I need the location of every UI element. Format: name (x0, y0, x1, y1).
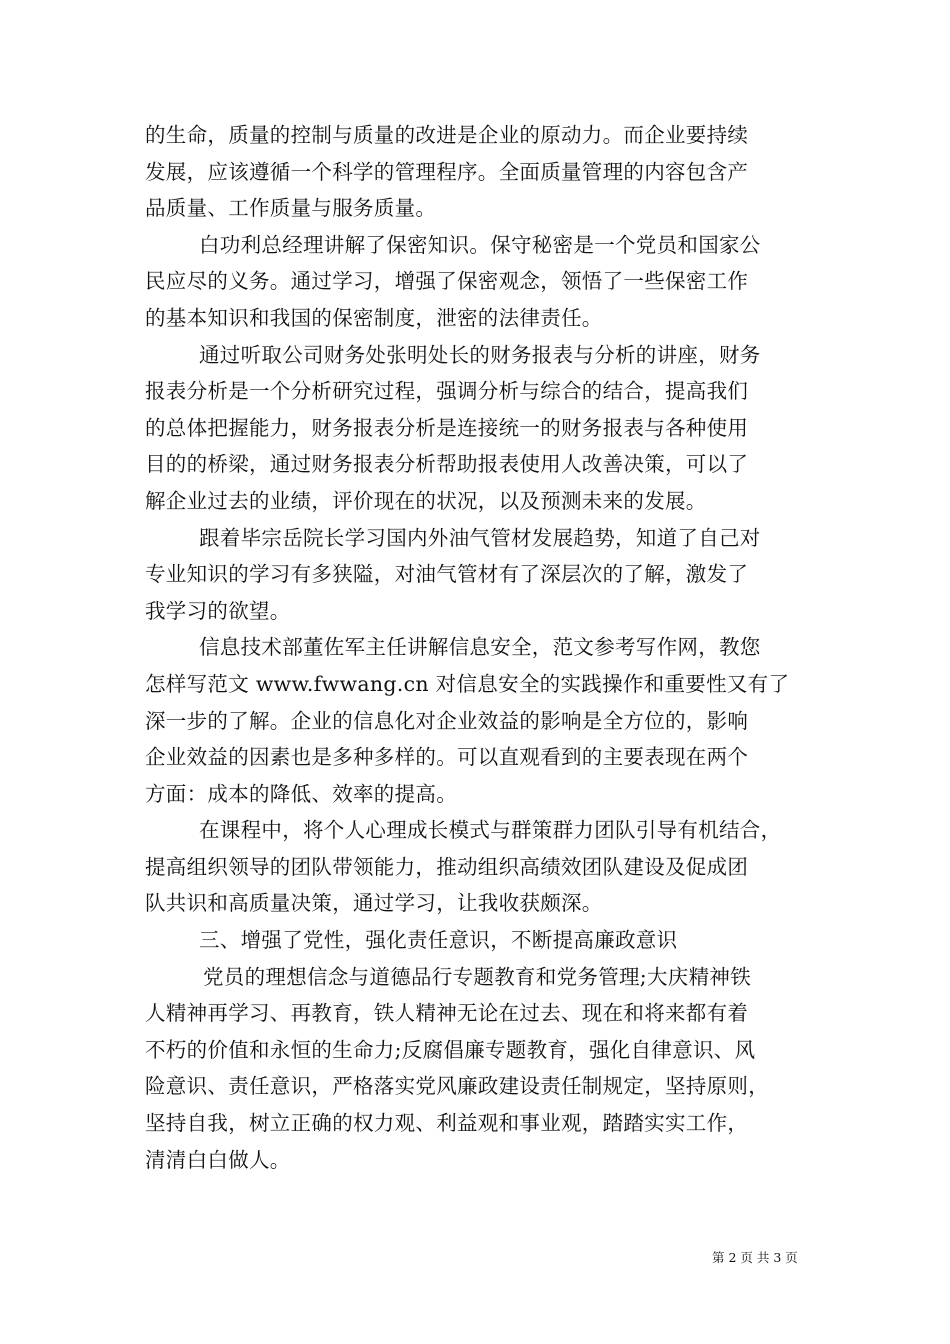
text-line: 的总体把握能力，财务报表分析是连接统一的财务报表与各种使用 (145, 415, 749, 440)
text-line: 坚持自我，树立正确的权力观、利益观和事业观，踏踏实实工作， (145, 1111, 749, 1136)
text-line: 品质量、工作质量与服务质量。 (145, 196, 437, 221)
text-line: 队共识和高质量决策，通过学习，让我收获颇深。 (145, 891, 603, 916)
text-line: 怎样写范文 www.fwwang.cn 对信息安全的实践操作和重要性又有了 (145, 671, 790, 696)
paragraph (145, 959, 815, 1179)
text-line: 报表分析是一个分析研究过程，强调分析与综合的结合，提高我们 (145, 379, 749, 404)
text-line: 深一步的了解。企业的信息化对企业效益的影响是全方位的，影响 (145, 708, 749, 733)
text-line: 民应尽的义务。通过学习，增强了保密观念，领悟了一些保密工作 (145, 269, 749, 294)
text-line: 信息技术部董佐军主任讲解信息安全，范文参考写作网，教您 (199, 635, 761, 660)
text-line: 党员的理想信念与道德品行专题教育和党务管理;大庆精神铁 (203, 964, 752, 989)
paragraph (145, 629, 815, 812)
text-line: 发展，应该遵循一个科学的管理程序。全面质量管理的内容包含产 (145, 159, 749, 184)
text-line: 跟着毕宗岳院长学习国内外油气管材发展趋势，知道了自己对 (199, 525, 761, 550)
text-line: 通过听取公司财务处张明处长的财务报表与分析的讲座，财务 (199, 342, 761, 367)
section-heading (145, 922, 815, 959)
text-line: 目的的桥梁，通过财务报表分析帮助报表使用人改善决策，可以了 (145, 452, 749, 477)
page-number: 第 2 页 共 3 页 (712, 1250, 798, 1265)
paragraph (145, 337, 815, 520)
text-line: 解企业过去的业绩，评价现在的状况，以及预测未来的发展。 (145, 488, 707, 513)
text-line: 我学习的欲望。 (145, 598, 291, 623)
text-line: 不朽的价值和永恒的生命力;反腐倡廉专题教育，强化自律意识、风 (145, 1037, 756, 1062)
text-line: 提高组织领导的团队带领能力，推动组织高绩效团队建设及促成团 (145, 854, 749, 879)
text-line: 方面：成本的降低、效率的提高。 (145, 781, 457, 806)
text-line: 清清白白做人。 (145, 1147, 291, 1172)
text-line: 企业效益的因素也是多种多样的。可以直观看到的主要表现在两个 (145, 745, 749, 770)
text-line: 的生命，质量的控制与质量的改进是企业的原动力。而企业要持续 (145, 123, 749, 147)
text-line: 专业知识的学习有多狭隘，对油气管材有了深层次的了解，激发了 (145, 562, 749, 587)
text-line: 人精神再学习、再教育，铁人精神无论在过去、现在和将来都有着 (145, 1001, 749, 1026)
text-line: 三、增强了党性，强化责任意识，不断提高廉政意识 (199, 928, 678, 953)
text-line: 白功利总经理讲解了保密知识。保守秘密是一个党员和国家公 (199, 232, 761, 257)
paragraph (145, 812, 815, 922)
text-line: 的基本知识和我国的保密制度，泄密的法律责任。 (145, 305, 603, 330)
paragraph (145, 520, 815, 630)
text-line: 险意识、责任意识，严格落实党风廉政建设责任制规定，坚持原则， (145, 1074, 769, 1099)
paragraph (145, 227, 815, 337)
document-body (145, 117, 815, 1178)
text-line: 在课程中，将个人心理成长模式与群策群力团队引导有机结合， (199, 818, 782, 843)
paragraph (145, 117, 815, 227)
